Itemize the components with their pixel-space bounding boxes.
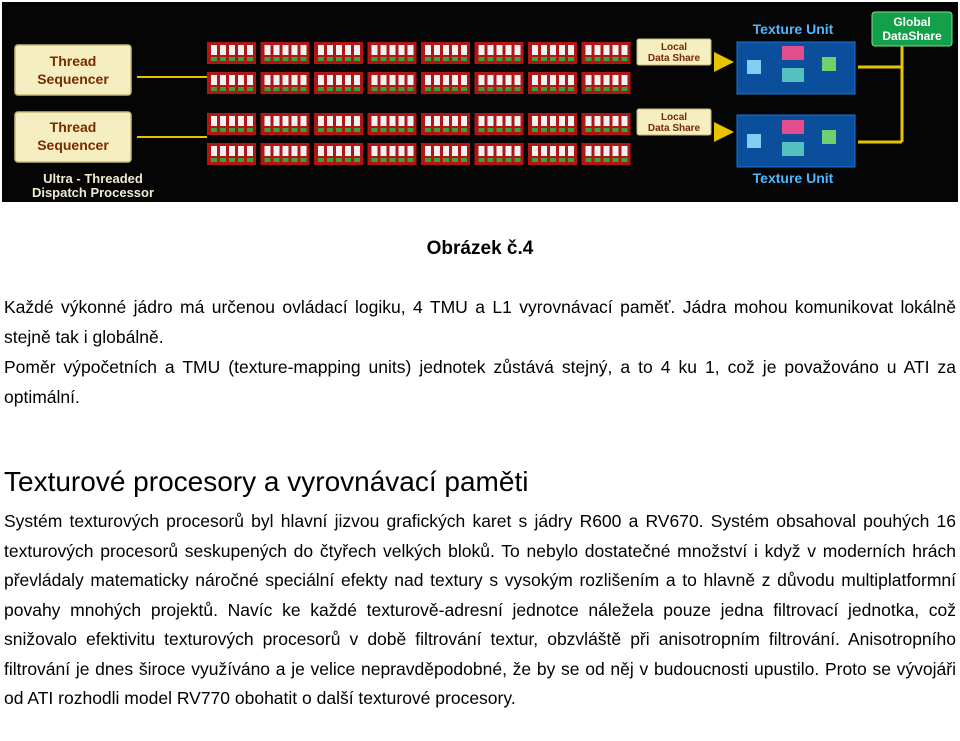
thread-sequencer-block xyxy=(15,112,131,162)
paragraph: Systém texturových procesorů byl hlavní jizvou grafických karet s jádry R600 a RV670. Systém obsahoval pouhých 16 texturových procesorů seskupených do čtyřech velkých bloků. To nebylo dostatečné množství i když v moderních hrách převládaly matematicky náročné speciální efekty nad textury s vysokým rozlišením a to hlavně z důvodu multiplatformní povahy mnohých projektů. Navíc ke každé texturově-adresní jednotce náležela pouze jedna filtrovací jednotka, což snižovalo efektivitu texturových procesorů v době filtrování textur, obzvláště při anisotropním filtrování. Anisotropního filtrování je dnes široce využíváno a je velice nepravděpodobné, že by se od něj v budoucnosti upustilo. Proto se vývojáři od ATI rozhodli model RV770 obohatit o další texturové procesory. xyxy=(4,511,956,708)
architecture-diagram xyxy=(2,2,958,202)
thread-sequencer-label: Sequencer xyxy=(37,71,109,87)
global-data-share-label: Global xyxy=(893,15,931,29)
figure-caption: Obrázek č.4 xyxy=(426,238,534,259)
thread-sequencer-label: Thread xyxy=(49,119,97,135)
local-data-share-label: Data Share xyxy=(647,53,701,64)
dispatch-processor-label: Ultra - Threaded xyxy=(43,171,143,186)
section-heading: Texturové procesory a vyrovnávací paměti xyxy=(4,466,529,497)
local-data-share-block xyxy=(637,109,711,135)
thread-sequencer-block xyxy=(15,45,131,95)
dispatch-processor-label: Dispatch Processor xyxy=(31,185,155,200)
texture-unit-label: Texture Unit xyxy=(752,170,834,186)
texture-unit-label: Texture Unit xyxy=(752,21,834,37)
thread-sequencer-label: Thread xyxy=(49,53,97,69)
paragraph: Každé výkonné jádro má určenou ovládací logiku, 4 TMU a L1 vyrovnávací paměť. Jádra mohou komunikovat lokálně stejně tak i globálně. xyxy=(4,297,956,347)
local-data-share-block xyxy=(637,39,711,65)
local-data-share-label: Data Share xyxy=(647,123,701,134)
global-data-share-label: DataShare xyxy=(882,29,942,43)
thread-sequencer-label: Sequencer xyxy=(37,137,109,153)
global-data-share-block xyxy=(872,12,952,46)
paragraph: Poměr výpočetních a TMU (texture-mapping units) jednotek zůstává stejný, a to 4 ku 1, což je považováno u ATI za optimální. xyxy=(4,357,956,407)
local-data-share-label: Local xyxy=(660,42,688,53)
local-data-share-label: Local xyxy=(660,112,688,123)
